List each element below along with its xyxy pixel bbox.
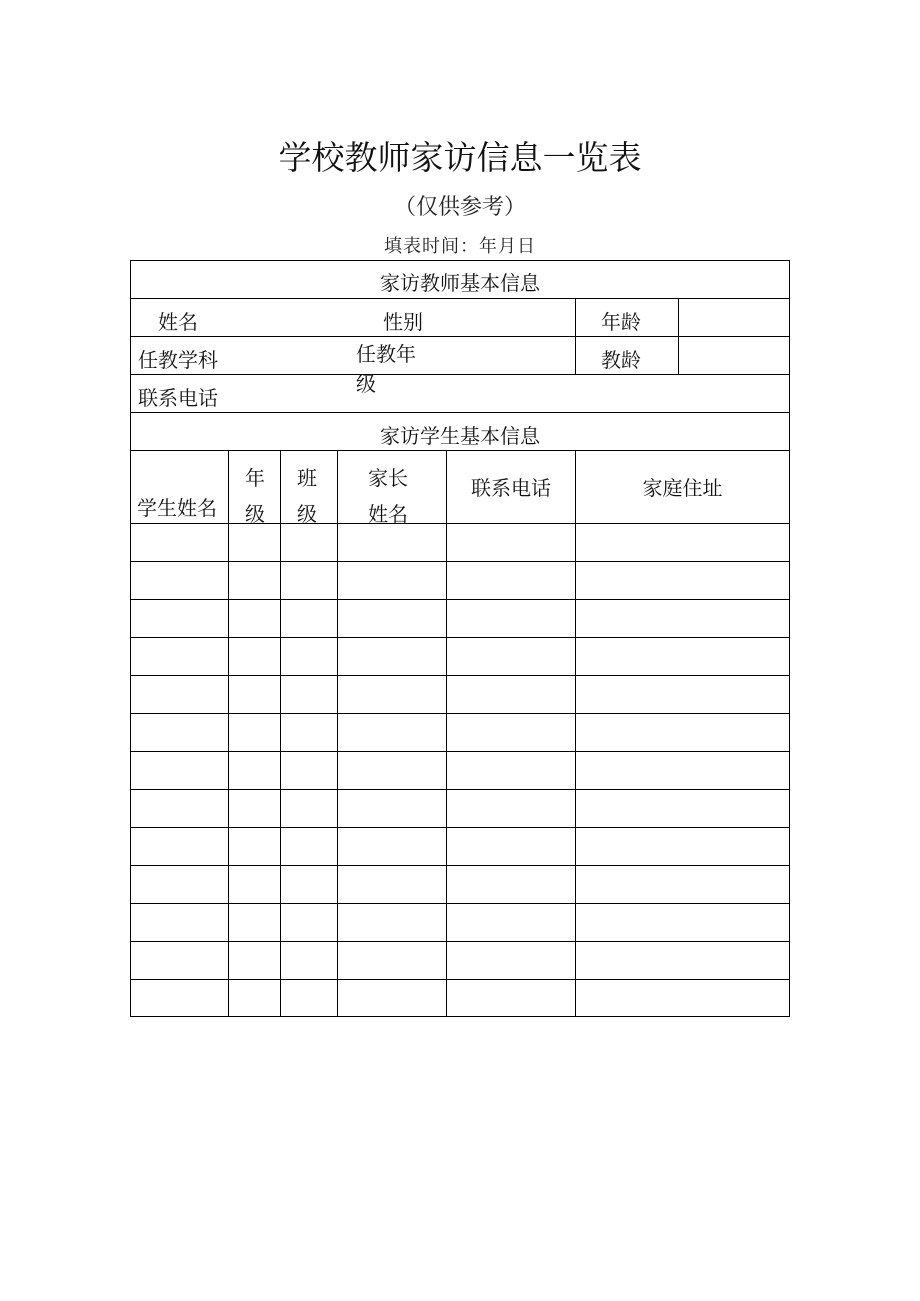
rule <box>130 599 790 600</box>
rule <box>228 450 229 1017</box>
col-parent-name: 家长姓名 <box>368 466 408 526</box>
rule <box>130 412 790 413</box>
teacher-phone-label: 联系电话 <box>138 386 218 410</box>
rule <box>130 450 790 451</box>
rule <box>130 675 790 676</box>
rule <box>130 523 790 524</box>
rule <box>130 374 790 375</box>
rule <box>575 298 576 374</box>
rule <box>130 298 790 299</box>
rule <box>130 827 790 828</box>
rule <box>337 450 338 1017</box>
student-section-heading: 家访学生基本信息 <box>380 424 540 448</box>
rule <box>130 713 790 714</box>
col-contact-phone: 联系电话 <box>471 476 551 500</box>
rule <box>130 751 790 752</box>
teaching-years-label: 教龄 <box>601 348 641 372</box>
teacher-section-heading: 家访教师基本信息 <box>380 271 540 295</box>
rule <box>789 260 790 1017</box>
teaching-grade-label-box <box>356 337 436 396</box>
col-class: 班级 <box>297 466 317 526</box>
teaching-grade-label: 任教年级 <box>356 342 416 396</box>
document-subtitle: （仅供参考） <box>393 195 526 220</box>
col-student-name: 学生姓名 <box>137 496 217 520</box>
rule <box>280 450 281 1017</box>
rule <box>575 450 576 1017</box>
col-home-address: 家庭住址 <box>642 476 723 500</box>
visit-info-table <box>130 260 790 1017</box>
teacher-name-label: 姓名 <box>158 310 198 334</box>
rule <box>130 903 790 904</box>
rule <box>130 260 131 1017</box>
document-title: 学校教师家访信息一览表 <box>278 138 642 177</box>
rule <box>130 979 790 980</box>
rule <box>130 561 790 562</box>
teacher-age-label: 年龄 <box>601 310 641 334</box>
rule <box>130 336 790 337</box>
rule <box>130 637 790 638</box>
col-grade: 年级 <box>245 466 265 526</box>
rule <box>678 298 679 374</box>
fill-time-label: 填表时间：年月日 <box>384 236 536 257</box>
teaching-subject-label: 任教学科 <box>138 348 218 372</box>
rule <box>130 260 790 261</box>
rule <box>130 789 790 790</box>
teacher-gender-label: 性别 <box>383 310 423 334</box>
rule <box>130 1016 790 1017</box>
rule <box>130 941 790 942</box>
rule <box>446 450 447 1017</box>
rule <box>130 865 790 866</box>
